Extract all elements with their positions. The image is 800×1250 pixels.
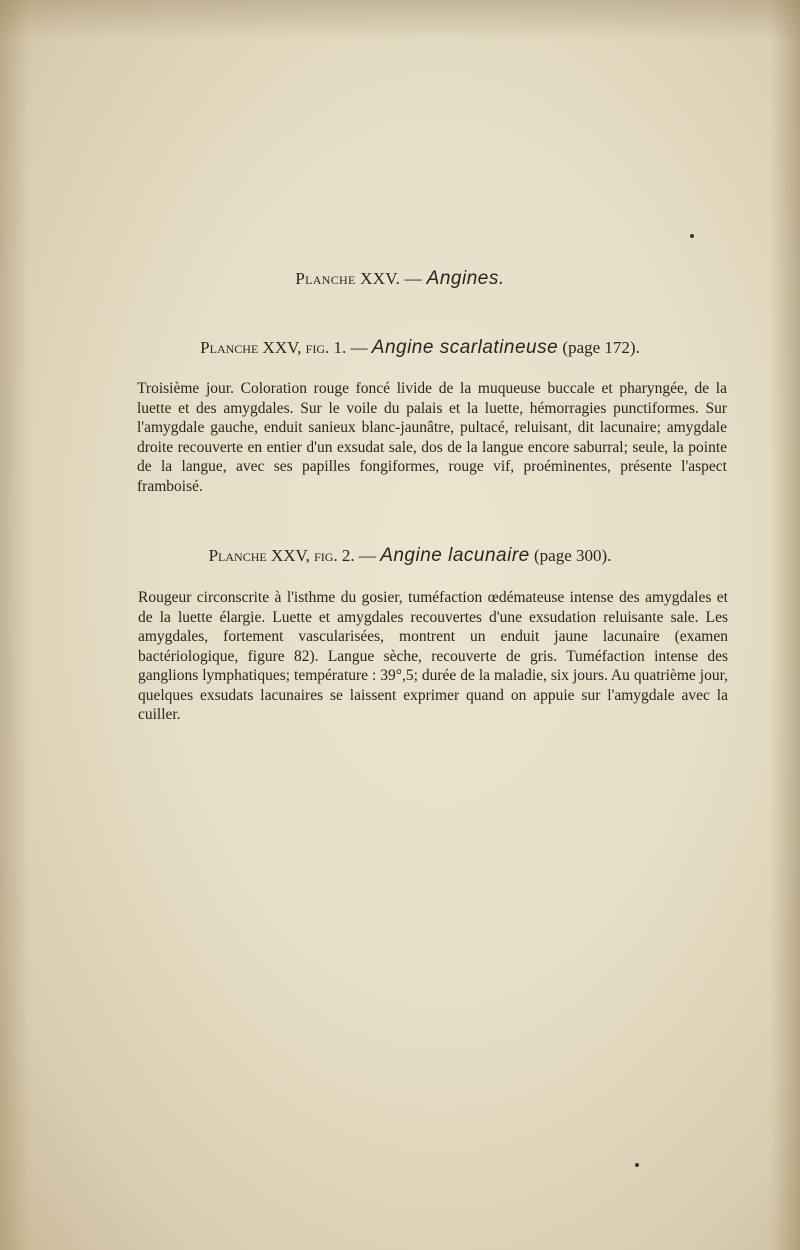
figure-1-heading [0,337,800,359]
plate-title: Angines. [426,268,505,289]
figure-2-page-ref: (page 300). [533,546,612,565]
figure-1-page-ref: (page 172). [562,338,640,357]
page-edge-shadow-left [0,0,30,1250]
plate-label: Planche XXV. [295,269,401,288]
page-edge-shadow-right [770,0,800,1250]
figure-1-dash: — [350,338,368,357]
figure-2-label: Planche XXV, fig. 2. [208,546,355,565]
figure-2-dash: — [358,546,376,565]
figure-1-description: Troisième jour. Coloration rouge foncé livide de la muqueuse buccale et pharyngée, de la luette et des amygdales. Sur le voile du palais et la luette, hémorragies punctiformes. Sur l'amygdale gauche, enduit sanieux blanc-jaunâtre, pultacé, reluisant, dit lacunaire; amygdale droite recouverte en entier d'un exsudat sale, dos de la langue encore saburral; seule, la pointe de la langue, avec ses papilles fongiformes, rouge vif, proéminentes, présente l'aspect framboisé. [137,380,727,495]
heading-dash: — [404,269,423,288]
plate-heading [0,268,800,290]
figure-2-heading [0,545,800,567]
figure-1-label: Planche XXV, fig. 1. [200,338,347,357]
figure-2-title: Angine lacunaire [380,545,530,566]
figure-1-title: Angine scarlatineuse [371,337,559,358]
ink-speck [635,1163,639,1167]
ink-speck [690,234,694,238]
page-edge-shadow-top [0,0,800,40]
figure-2-description: Rougeur circonscrite à l'isthme du gosier, tuméfaction œdémateuse intense des amygdales et de la luette élargie. Luette et amygdales recouvertes d'une exsudation reluisante sale. Les amygdales, fortement vascularisées, montrent un enduit jaune lacunaire (examen bactériologique, figure 82). Langue sèche, recouverte de gris. Tuméfaction intense des ganglions lymphatiques; température : 39°,5; durée de la maladie, six jours. Au quatrième jour, quelques exsudats lacunaires se laissent exprimer quand on appuie sur l'amygdale avec la cuiller. [138,589,728,723]
